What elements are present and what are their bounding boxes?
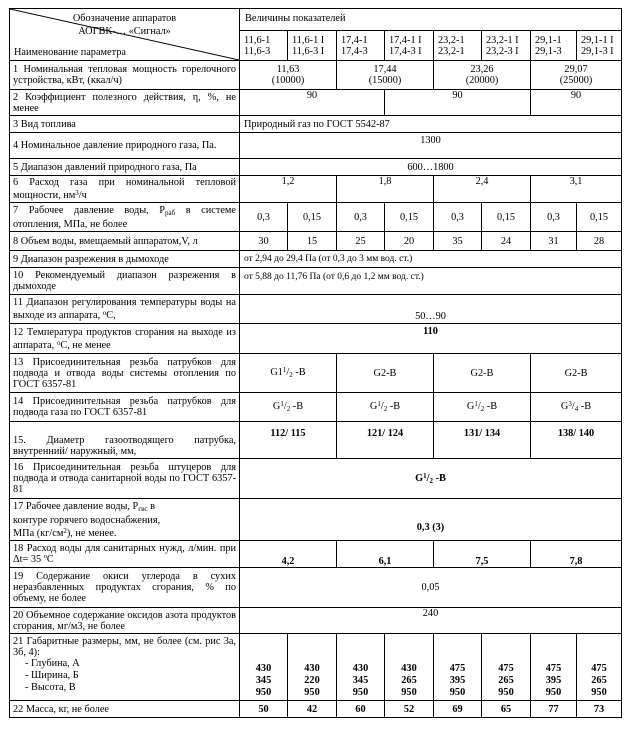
value-cell: 7,5 (434, 541, 531, 568)
value-cell: 90 (385, 90, 531, 116)
row-label: 17 Рабочее давление воды, $P_{гвс}$ в контуре горячего водоснабжения, МПа $(кг/см^2)$, не менее. (10, 499, 240, 541)
value-cell: $G^1/_2$ -B (240, 459, 622, 499)
dimension-cell: 430 345 950 (337, 634, 385, 701)
value-cell: 73 (577, 701, 622, 718)
value-cell: Природный газ по ГОСТ 5542-87 (240, 116, 622, 133)
value-cell: 6,1 (337, 541, 434, 568)
dimension-cell: 430 345 950 (240, 634, 288, 701)
value-cell: 52 (385, 701, 434, 718)
value-cell: 0,3 (531, 203, 577, 232)
row-label: 4 Номинальное давление природного газа, Па. (10, 133, 240, 159)
dimension-cell: 475 265 950 (577, 634, 622, 701)
value-cell: 121/ 124 (337, 422, 434, 459)
value-cell: 42 (288, 701, 337, 718)
value-cell: $G^1/_2$ -B (240, 393, 337, 422)
value-cell: 0,05 (240, 568, 622, 608)
header-corner-cell (10, 9, 240, 61)
dimension-cell: 475 395 950 (434, 634, 482, 701)
value-cell: $G^3/_4$ -B (531, 393, 622, 422)
value-cell: 90 (531, 90, 622, 116)
designation-series: АОГВК-… «Сигнал» (78, 26, 171, 37)
row-label: 8 Объем воды, вмещаемый аппаратом,V, л (10, 232, 240, 251)
value-cell: 50…90 (240, 295, 622, 324)
value-cell: G2-B (434, 354, 531, 393)
value-cell: 1300 (240, 133, 622, 159)
row-label: 2 Коэффициент полезного действия, η, %, не менее (10, 90, 240, 116)
value-cell: 0,15 (577, 203, 622, 232)
value-cell: 131/ 134 (434, 422, 531, 459)
value-cell: 0,3 (337, 203, 385, 232)
row-label: 10 Рекомендуемый диапазон разрежения в дымоходе (10, 268, 240, 295)
value-cell: 17,44 (15000) (337, 61, 434, 90)
value-cell: 0,15 (385, 203, 434, 232)
row-label: 3 Вид топлива (10, 116, 240, 133)
value-cell: 60 (337, 701, 385, 718)
parameters-table (9, 8, 622, 718)
value-cell: 0,15 (288, 203, 337, 232)
value-cell: $G^1/_2$ -B (434, 393, 531, 422)
value-cell: 15 (288, 232, 337, 251)
value-cell: 31 (531, 232, 577, 251)
row-label: 18 Расход воды для санитарных нужд, л/мин. при Δt= 35 ºC (10, 541, 240, 568)
row-label: 14 Присоединительная резьба патрубков для подвода газа по ГОСТ 6357-81 (10, 393, 240, 422)
row-label: 12 Температура продуктов сгорания на выходе из аппарата, $^o$C, не менее (10, 324, 240, 354)
row-label: 9 Диапазон разрежения в дымоходе (10, 251, 240, 268)
parameter-name-label: Наименование параметра (14, 47, 126, 58)
value-cell: 25 (337, 232, 385, 251)
value-cell: 28 (577, 232, 622, 251)
value-cell: 35 (434, 232, 482, 251)
value-cell: от 2,94 до 29,4 Па (от 0,3 до 3 мм вод. ст.) (240, 251, 622, 268)
value-cell: 240 (240, 608, 622, 634)
dimension-cell: 475 265 950 (482, 634, 531, 701)
value-cell: 4,2 (240, 541, 337, 568)
value-cell: 20 (385, 232, 434, 251)
model-cell: 17,4-1 17,4-3 (337, 31, 385, 61)
row-label: 6 Расход газа при номинальной тепловой мощности, $нм^3/ч$ (10, 176, 240, 203)
value-cell: $G^1/_2$ -B (337, 393, 434, 422)
value-cell: 24 (482, 232, 531, 251)
value-cell: 1,8 (337, 176, 434, 203)
value-cell: G2-B (337, 354, 434, 393)
model-cell: 17,4-1 I 17,4-3 I (385, 31, 434, 61)
dimension-height-label: - Высота, В (25, 682, 76, 693)
value-cell: от 5,88 до 11,76 Па (от 0,6 до 1,2 мм вод. ст.) (240, 268, 622, 295)
value-cell: 50 (240, 701, 288, 718)
dimension-cell: 430 220 950 (288, 634, 337, 701)
model-cell: 11,6-1 I 11,6-3 I (288, 31, 337, 61)
designation-label: Обозначение аппаратов (72, 13, 177, 24)
value-cell: 30 (240, 232, 288, 251)
row-label: 5 Диапазон давлений природного газа, Па (10, 159, 240, 176)
value-cell: 7,8 (531, 541, 622, 568)
value-cell: 2,4 (434, 176, 531, 203)
dimension-width-label: - Ширина, Б (25, 670, 79, 681)
value-cell: 90 (240, 90, 385, 116)
row-label: 20 Объемное содержание оксидов азота продуктов сгорания, мг/м3, не более (10, 608, 240, 634)
row-label: 19 Содержание окиси углерода в сухих неразбавленных продуктах сгорания, % по объему, не более (10, 568, 240, 608)
value-cell: 23,26 (20000) (434, 61, 531, 90)
row-label: 1 Номинальная тепловая мощность горелочного устройства, кВт, (ккал/ч) (10, 61, 240, 90)
dimension-cell: 475 395 950 (531, 634, 577, 701)
value-cell: 600…1800 (240, 159, 622, 176)
model-cell: 23,2-1 23,2-1 (434, 31, 482, 61)
value-cell: 138/ 140 (531, 422, 622, 459)
value-cell: 1,2 (240, 176, 337, 203)
model-cell: 29,1-1 I 29,1-3 I (577, 31, 622, 61)
dimension-cell: 430 265 950 (385, 634, 434, 701)
value-cell: $G1^1/_2$ -B (240, 354, 337, 393)
value-cell: G2-B (531, 354, 622, 393)
row-label: 22 Масса, кг, не более (10, 701, 240, 718)
value-cell: 110 (240, 324, 622, 354)
model-cell: 23,2-1 I 23,2-3 I (482, 31, 531, 61)
row-label: 11 Диапазон регулирования температуры воды на выходе из аппарата, $^o$C, (10, 295, 240, 324)
value-cell: 77 (531, 701, 577, 718)
dimension-depth-label: - Глубина, А (25, 658, 80, 669)
model-cell: 29,1-1 29,1-3 (531, 31, 577, 61)
value-cell: 0,3 (240, 203, 288, 232)
row-label: 7 Рабочее давление воды, $P_{раб}$ в системе отопления, МПа, не более (10, 203, 240, 232)
value-cell: 65 (482, 701, 531, 718)
value-cell: 29,07 (25000) (531, 61, 622, 90)
values-title: Величины показателей (240, 9, 622, 31)
value-cell: 0,15 (482, 203, 531, 232)
value-cell: 0,3 (3) (240, 499, 622, 541)
spec-sheet (9, 8, 622, 718)
value-cell: 112/ 115 (240, 422, 337, 459)
model-cell: 11,6-1 11,6-3 (240, 31, 288, 61)
row-label: 21 Габаритные размеры, мм, не более (см. рис 3а, 3б, 4): - Глубина, А - Ширина, Б - Высота, В (10, 634, 240, 701)
value-cell: 3,1 (531, 176, 622, 203)
value-cell: 11,63 (10000) (240, 61, 337, 90)
row-label: 16 Присоединительная резьба штуцеров для подвода и отвода санитарной воды по ГОСТ 6357-81 (10, 459, 240, 499)
value-cell: 69 (434, 701, 482, 718)
row-label: 15. Диаметр газоотводящего патрубка, внутренний/ наружный, мм, (10, 422, 240, 459)
row-label: 13 Присоединительная резьба патрубков для подвода и отвода воды системы отопления по ГОСТ 6357-81 (10, 354, 240, 393)
value-cell: 0,3 (434, 203, 482, 232)
